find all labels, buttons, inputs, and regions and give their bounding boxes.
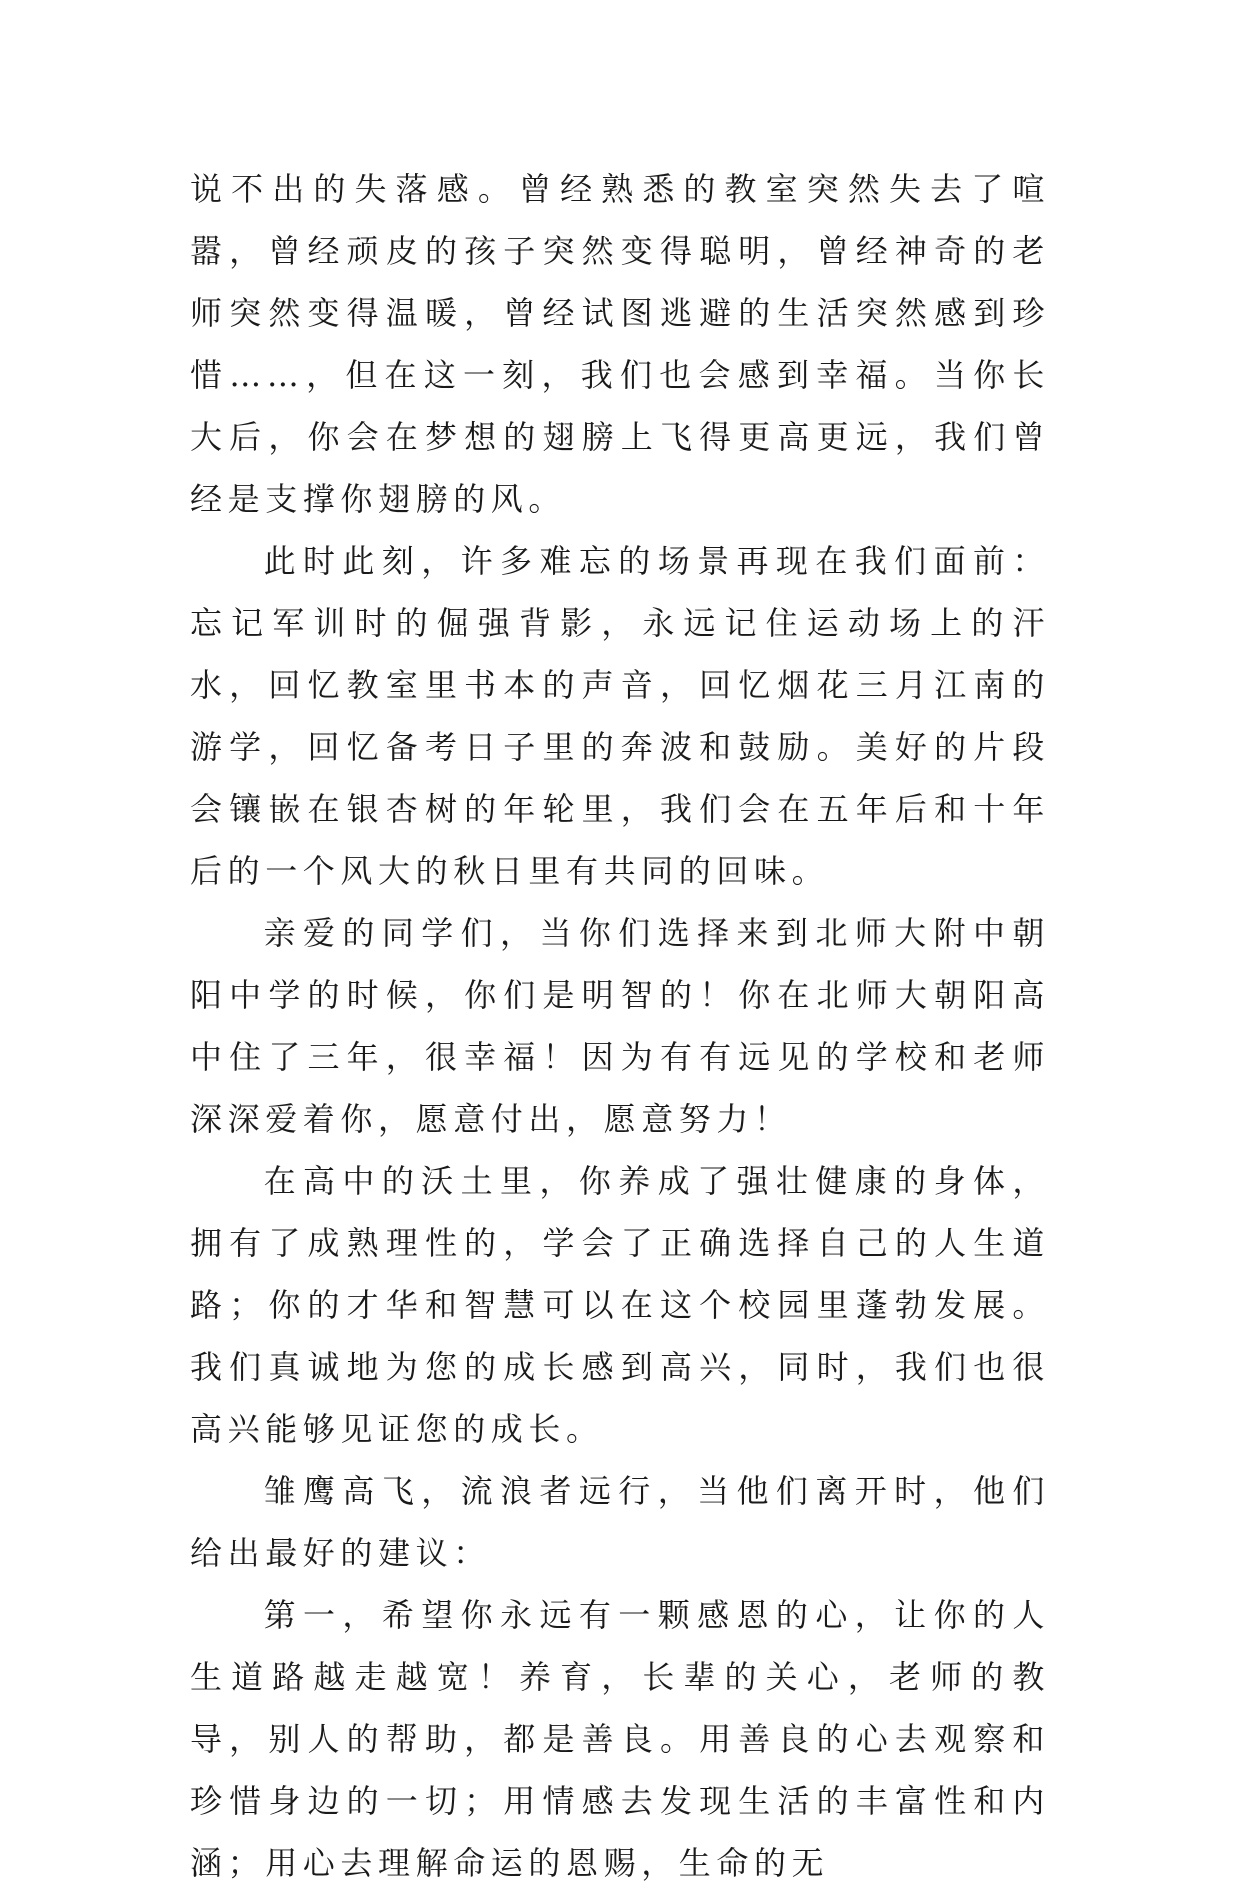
document-body xyxy=(190,158,1050,1894)
paragraph-growth: 在高中的沃土里，你养成了强壮健康的身体，拥有了成熟理性的，学会了正确选择自己的人生道路；你的才华和智慧可以在这个校园里蓬勃发展。我们真诚地为您的成长感到高兴，同时，我们也很高兴能够见证您的成长。 xyxy=(190,1162,1050,1448)
paragraph-continuation: 说不出的失落感。曾经熟悉的教室突然失去了喧嚣，曾经顽皮的孩子突然变得聪明，曾经神奇的老师突然变得温暖，曾经试图逃避的生活突然感到珍惜……，但在这一刻，我们也会感到幸福。当你长大后，你会在梦想的翅膀上飞得更高更远，我们曾经是支撑你翅膀的风。 xyxy=(190,170,1050,518)
paragraph-advice-intro: 雏鹰高飞，流浪者远行，当他们离开时，他们给出最好的建议： xyxy=(190,1472,1050,1572)
paragraph-dear-students: 亲爱的同学们，当你们选择来到北师大附中朝阳中学的时候，你们是明智的！你在北师大朝阳高中住了三年，很幸福！因为有有远见的学校和老师深深爱着你，愿意付出，愿意努力！ xyxy=(190,914,1050,1138)
paragraph-memories: 此时此刻，许多难忘的场景再现在我们面前：忘记军训时的倔强背影，永远记住运动场上的汗水，回忆教室里书本的声音，回忆烟花三月江南的游学，回忆备考日子里的奔波和鼓励。美好的片段会镶嵌在银杏树的年轮里，我们会在五年后和十年后的一个风大的秋日里有共同的回味。 xyxy=(190,542,1050,890)
paragraph-advice-first: 第一，希望你永远有一颗感恩的心，让你的人生道路越走越宽！养育，长辈的关心，老师的教导，别人的帮助，都是善良。用善良的心去观察和珍惜身边的一切；用情感去发现生活的丰富性和内涵；用心去理解命运的恩赐，生命的无 xyxy=(190,1596,1050,1882)
